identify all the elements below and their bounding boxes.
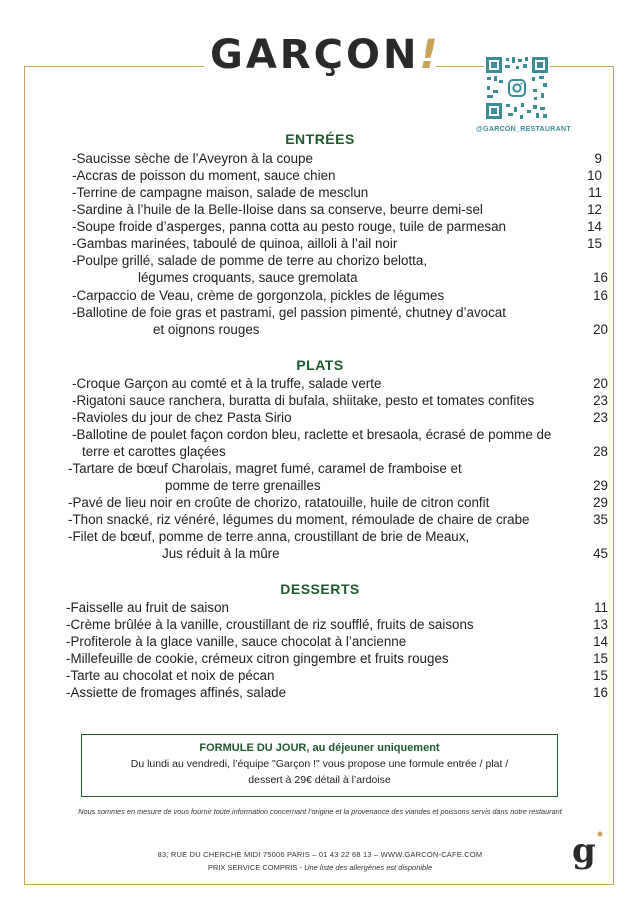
frame-border [24, 884, 614, 885]
item-price: 45 [593, 546, 608, 561]
menu-item: -Tartare de bœuf Charolais, magret fumé, caramel de framboise et [68, 461, 462, 476]
menu-item: -Croque Garçon au comté et à la truffe, salade verte [72, 376, 382, 391]
item-price: 16 [593, 270, 608, 285]
formule-line: dessert à 29€ détail à l’ardoise [248, 774, 391, 786]
menu-item: -Accras de poisson du moment, sauce chien [72, 168, 336, 183]
frame-border [24, 66, 204, 67]
item-price: 12 [587, 202, 602, 217]
section-title-entrees: ENTRÉES [285, 131, 355, 147]
menu-item: -Sardine à l’huile de la Belle-Iloise dans sa conserve, beurre demi-sel [72, 202, 483, 217]
menu-item: -Gambas marinées, taboulé de quinoa, ailloli à l’ail noir [72, 236, 398, 251]
svg-text:g: g [572, 831, 596, 871]
item-price: 16 [593, 288, 608, 303]
menu-item: -Poulpe grillé, salade de pomme de terre au chorizo belotta, [72, 253, 428, 268]
item-price: 20 [593, 376, 608, 391]
service-info: PRIX SERVICE COMPRIS - [207, 863, 302, 872]
menu-item: -Ravioles du jour de chez Pasta Sirio [72, 410, 292, 425]
menu-item: -Faisselle au fruit de saison [66, 600, 229, 615]
item-price: 9 [594, 151, 602, 166]
menu-item: -Millefeuille de cookie, crémeux citron gingembre et fruits rouges [66, 651, 449, 666]
menu-item: -Ballotine de foie gras et pastrami, gel passion pimenté, chutney d’avocat [72, 305, 506, 320]
menu-item: -Assiette de fromages affinés, salade [66, 685, 287, 700]
menu-item: -Saucisse sèche de l’Aveyron à la coupe [72, 151, 313, 166]
item-price: 15 [593, 651, 608, 666]
menu-item-continued: et oignons rouges [153, 322, 260, 337]
menu-item: -Carpaccio de Veau, crème de gorgonzola, pickles de légumes [72, 288, 445, 303]
formule-title: FORMULE DU JOUR, au déjeuner uniquement [199, 742, 440, 754]
menu-item: -Pavé de lieu noir en croûte de chorizo, ratatouille, huile de citron confit [68, 495, 490, 510]
formule-du-jour-box [81, 734, 558, 797]
menu-item: -Thon snacké, riz vénéré, légumes du moment, rémoulade de chaire de crabe [68, 512, 530, 527]
item-price: 35 [593, 512, 608, 527]
frame-border [613, 66, 614, 884]
formule-line: Du lundi au vendredi, l’équipe "Garçon !" vous propose une formule entrée / plat / [130, 758, 509, 770]
menu-item-continued: pomme de terre grenailles [165, 478, 321, 493]
menu-item: -Profiterole à la glace vanille, sauce chocolat à l’ancienne [66, 634, 407, 649]
qr-code-icon[interactable] [484, 55, 550, 121]
menu-item: -Tarte au chocolat et noix de pécan [66, 668, 275, 683]
item-price: 29 [593, 495, 608, 510]
frame-border [24, 66, 25, 884]
menu-item: -Terrine de campagne maison, salade de mesclun [72, 185, 369, 200]
item-price: 28 [593, 444, 608, 459]
item-price: 20 [593, 322, 608, 337]
service-line [0, 863, 640, 872]
menu-item-continued: légumes croquants, sauce gremolata [138, 270, 358, 285]
provenance-notice: Nous sommes en mesure de vous fournir toute information concernant l’origine et la provenance des viandes et poissons servis dans notre restaurant [78, 807, 562, 816]
item-price: 13 [593, 617, 608, 632]
menu-item: -Rigatoni sauce ranchera, buratta di bufala, shiitake, pesto et tomates confites [72, 393, 535, 408]
item-price: 23 [593, 410, 608, 425]
allergen-info: Une liste des allergènes est disponible [304, 863, 433, 872]
instagram-handle[interactable]: @GARCON_RESTAURANT [476, 126, 571, 133]
section-title-plats: PLATS [296, 357, 344, 373]
section-title-desserts: DESSERTS [280, 581, 360, 597]
menu-item: -Filet de bœuf, pomme de terre anna, croustillant de brie de Meaux, [68, 529, 470, 544]
brand-mark: ! [419, 32, 441, 78]
restaurant-address: 83, RUE DU CHERCHE MIDI 75006 PARIS – 01 43 22 68 13 – WWW.GARCON-CAFE.COM [157, 850, 483, 859]
item-price: 23 [593, 393, 608, 408]
menu-item: -Crème brûlée à la vanille, croustillant de riz soufflé, fruits de saisons [66, 617, 474, 632]
item-price: 10 [587, 168, 602, 183]
menu-item: -Soupe froide d’asperges, panna cotta au pesto rouge, tuile de parmesan [72, 219, 506, 234]
menu-item-continued: Jus réduit à la mûre [162, 546, 280, 561]
item-price: 11 [594, 600, 608, 615]
item-price: 15 [587, 236, 602, 251]
brand-logo [210, 28, 440, 82]
item-price: 29 [593, 478, 608, 493]
menu-item: -Ballotine de poulet façon cordon bleu, raclette et bresaola, écrasé de pomme de [72, 427, 552, 442]
item-price: 15 [593, 668, 608, 683]
brand-name: GARÇON [210, 32, 420, 78]
menu-item-continued: terre et carottes glaçées [82, 444, 226, 459]
item-price: 11 [588, 185, 602, 200]
item-price: 16 [593, 685, 608, 700]
item-price: 14 [593, 634, 608, 649]
item-price: 14 [587, 219, 602, 234]
